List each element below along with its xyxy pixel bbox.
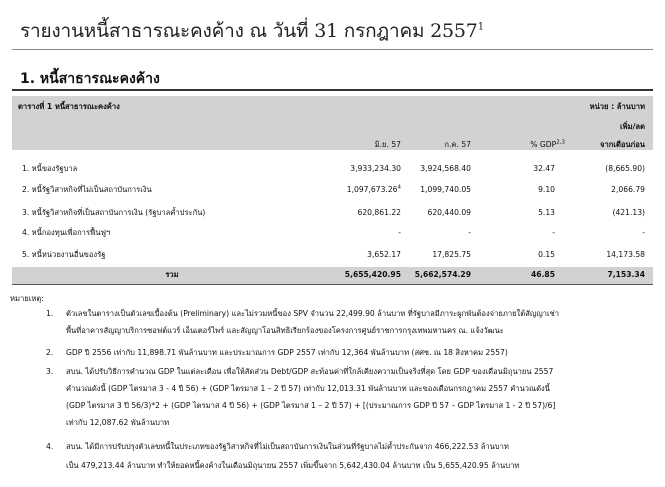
cell-change: (421.13) — [612, 208, 645, 217]
notes-title: หมายเหตุ: — [10, 294, 44, 303]
cell-change: - — [642, 228, 645, 237]
note-number: 2. — [46, 348, 54, 357]
note-number: 4. — [46, 442, 54, 451]
row-label: 2. หนี้รัฐวิสาหกิจที่ไม่เป็นสถาบันการเงิน — [22, 185, 152, 194]
cell-jul: 1,099,740.05 — [420, 185, 471, 194]
unit-label: หน่วย : ล้านบาท — [589, 102, 645, 111]
col-header-jul: ก.ค. 57 — [444, 140, 471, 149]
row-label: 5. หนี้หน่วยงานอื่นของรัฐ — [22, 250, 106, 259]
section-heading: 1. หนี้สาธารณะคงค้าง — [20, 71, 160, 87]
cell-jun: 1,097,673.26$^4$ — [346, 184, 401, 194]
cell-jun: - — [398, 228, 401, 237]
cell-pct: - — [552, 228, 555, 237]
note-line: สบน. ได้ปรับวิธีการคำนวณ GDP ในแต่ละเดือน เพื่อให้สัดส่วน Debt/GDP สะท้อนค่าที่ใกล้เคียงความเป็นจริงที่สุด โดย GDP ของเดือนมิถุนายน 2557 — [66, 367, 554, 376]
col-header-jun: มิ.ย. 57 — [374, 140, 401, 149]
title-footnote-marker: 1 — [477, 21, 484, 33]
note-line: (GDP ไตรมาส 3 ปี 56/3)*2 + (GDP ไตรมาส 4 ปี 56) + (GDP ไตรมาส 1 – 2 ปี 57) + [(ประมาณการ GDP ปี 57 – GDP ไตรมาส 1 - 2 ปี 57)/6] — [66, 401, 556, 410]
cell-pct: 9.10 — [538, 185, 555, 194]
cell-pct: 0.15 — [538, 250, 555, 259]
total-change: 7,153.34 — [607, 270, 645, 279]
title-divider — [12, 49, 653, 50]
cell-pct: 5.13 — [538, 208, 555, 217]
cell-change: 2,066.79 — [611, 185, 645, 194]
row-label: 3. หนี้รัฐวิสาหกิจที่เป็นสถาบันการเงิน (รัฐบาลค้ำประกัน) — [22, 208, 206, 217]
note-number: 1. — [46, 309, 54, 318]
total-label: รวม — [165, 270, 179, 279]
cell-jun: 3,652.17 — [367, 250, 401, 259]
col-header-pct: % GDP$^{2,3}$ — [530, 139, 565, 149]
section-divider — [12, 89, 653, 91]
cell-jul: 620,440.09 — [427, 208, 471, 217]
total-jul: 5,662,574.29 — [414, 270, 471, 279]
change-label: เพิ่ม/ลด — [620, 122, 645, 131]
col-header-change: จากเดือนก่อน — [600, 140, 645, 149]
cell-jul: 3,924,568.40 — [420, 164, 471, 173]
note-line: ตัวเลขในตารางเป็นตัวเลขเบื้องต้น (Preliminary) และไม่รวมหนี้ของ SPV จำนวน 22,499.90 ล้านบาท ที่รัฐบาลมีภาระผูกพันต้องจ่ายภายใต้สัญญาเช่า — [66, 309, 560, 318]
note-number: 3. — [46, 367, 54, 376]
cell-jul: - — [468, 228, 471, 237]
row-label: 4. หนี้กองทุนเพื่อการฟื้นฟูฯ — [22, 228, 111, 237]
public-debt-table — [12, 96, 653, 290]
note-line: สบน. ได้มีการปรับปรุงตัวเลขหนี้ในประเภทของรัฐวิสาหกิจที่ไม่เป็นสถาบันการเงินในส่วนที่รัฐบาลไม่ค้ำประกันจาก 466,222.53 ล้านบาท — [66, 442, 509, 451]
note-line: คำนวณดังนี้ (GDP ไตรมาส 3 - 4 ปี 56) + (GDP ไตรมาส 1 – 2 ปี 57) เท่ากับ 12,013.31 พันล้านบาท และของเดือนกรกฎาคม 2557 คำนวณดังนี้ — [66, 384, 550, 393]
cell-jun: 620,861.22 — [357, 208, 401, 217]
row-label: 1. หนี้ของรัฐบาล — [22, 164, 78, 173]
page-title: รายงานหนี้สาธารณะคงค้าง ณ วันที่ 31 กรกฎาคม 2557$^1$ — [20, 20, 484, 42]
total-jun: 5,655,420.95 — [344, 270, 401, 279]
cell-pct: 32.47 — [533, 164, 555, 173]
table-caption: ตารางที่ 1 หนี้สาธารณะคงค้าง — [18, 102, 120, 111]
cell-change: (8,665.90) — [605, 164, 645, 173]
cell-jul: 17,825.75 — [432, 250, 471, 259]
cell-change: 14,173.58 — [606, 250, 645, 259]
note-line: เท่ากับ 12,087.62 พันล้านบาท — [66, 418, 170, 427]
note-line: พื้นที่อาคารสัญญาบริการซอฟต์แวร์ เอ็นเตอร์ไพร์ และสัญญาโอนสิทธิเรียกร้องของโครงการศูนย์ราชการกรุงเทพมหานคร ณ. แจ้งวัฒนะ — [66, 326, 504, 335]
total-row-band — [12, 267, 653, 284]
cell-jun: 3,933,234.30 — [350, 164, 401, 173]
total-pct: 46.85 — [530, 270, 555, 279]
note-line: เป็น 479,213.44 ล้านบาท ทำให้ยอดหนี้คงค้างในเดือนมิถุนายน 2557 เพิ่มขึ้นจาก 5,642,430.04 ล้านบาท เป็น 5,655,420.95 ล้านบาท — [66, 461, 520, 470]
table-bottom-rule — [12, 284, 653, 285]
note-line: GDP ปี 2556 เท่ากับ 11,898.71 พันล้านบาท และประมาณการ GDP 2557 เท่ากับ 12,364 พันล้านบาท (สศช. ณ 18 สิงหาคม 2557) — [66, 348, 508, 357]
